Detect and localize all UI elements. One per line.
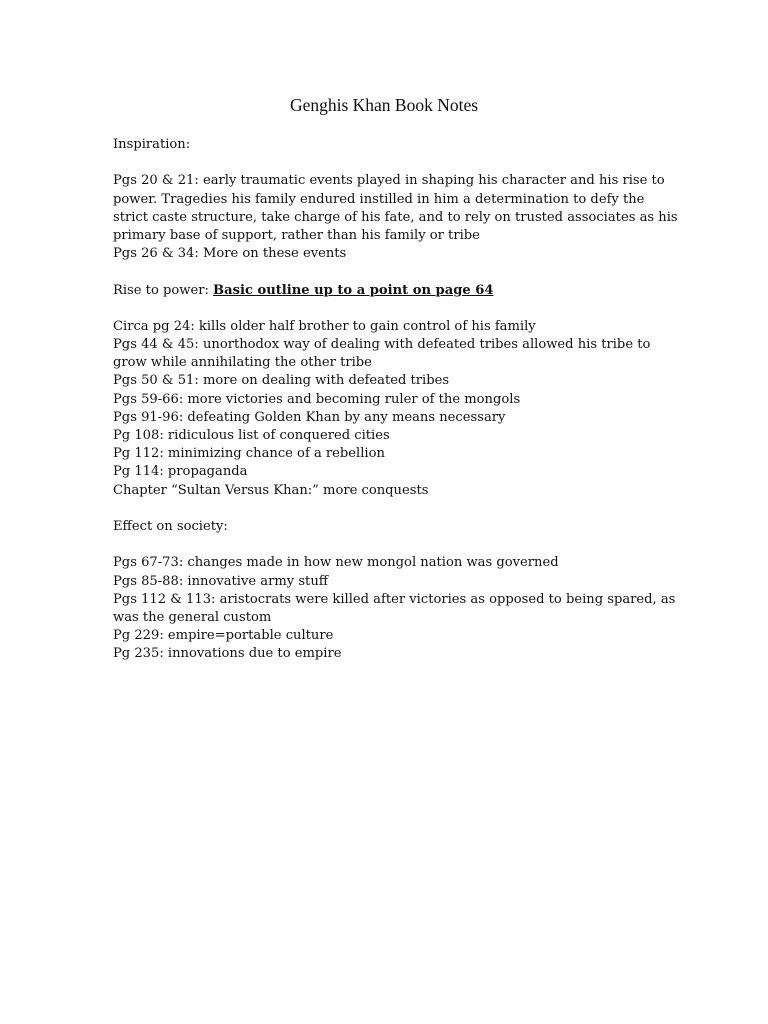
inspiration-heading: Inspiration: <box>113 137 191 152</box>
blank-line <box>113 300 673 318</box>
rise-line: Pg 112: minimizing chance of a rebellion <box>113 446 385 462</box>
outline-link[interactable]: Basic outline up to a point on page 64 <box>213 282 494 298</box>
effect-heading: Effect on society: <box>113 518 228 534</box>
document-body <box>113 136 678 663</box>
rise-heading: Rise to power: <box>113 282 214 298</box>
inspiration-line: Pgs 20 & 21: early traumatic events played in shaping his character and his rise to <box>113 173 665 189</box>
rise-line: Pg 108: ridiculous list of conquered cities <box>113 428 390 443</box>
effect-line: Pgs 67-73: changes made in how new mongol nation was governed <box>113 555 559 571</box>
inspiration-line: Pgs 26 & 34: More on these events <box>113 246 347 262</box>
blank-line <box>113 154 673 172</box>
blank-line <box>113 500 673 518</box>
rise-line: Pgs 50 & 51: more on dealing with defeated tribes <box>113 373 450 389</box>
rise-line: Chapter “Sultan Versus Khan:” more conquests <box>113 482 429 498</box>
rise-line: Circa pg 24: kills older half brother to gain control of his family <box>113 318 536 334</box>
rise-line: Pg 114: propaganda <box>113 464 248 480</box>
inspiration-line: power. Tragedies his family endured instilled in him a determination to defy the <box>113 191 645 207</box>
document-title: Genghis Khan Book Notes <box>289 95 479 115</box>
effect-line: Pg 229: empire=portable culture <box>113 628 334 644</box>
rise-line: Pgs 91-96: defeating Golden Khan by any means necessary <box>113 409 506 425</box>
inspiration-line: strict caste structure, take charge of his fate, and to rely on trusted associates as his <box>113 209 678 225</box>
rise-line: Pgs 44 & 45: unorthodox way of dealing with defeated tribes allowed his tribe to <box>113 337 651 353</box>
effect-line: was the general custom <box>113 609 272 625</box>
blank-line <box>113 263 673 281</box>
blank-line <box>113 536 673 554</box>
effect-line: Pgs 85-88: innovative army stuff <box>113 573 329 589</box>
rise-heading-line <box>113 282 673 300</box>
effect-line: Pgs 112 & 113: aristocrats were killed after victories as opposed to being spared, as <box>113 591 676 607</box>
rise-line: grow while annihilating the other tribe <box>113 355 372 371</box>
effect-line: Pg 235: innovations due to empire <box>113 646 342 662</box>
rise-line: Pgs 59-66: more victories and becoming ruler of the mongols <box>113 391 521 407</box>
inspiration-line: primary base of support, rather than his family or tribe <box>113 227 480 243</box>
